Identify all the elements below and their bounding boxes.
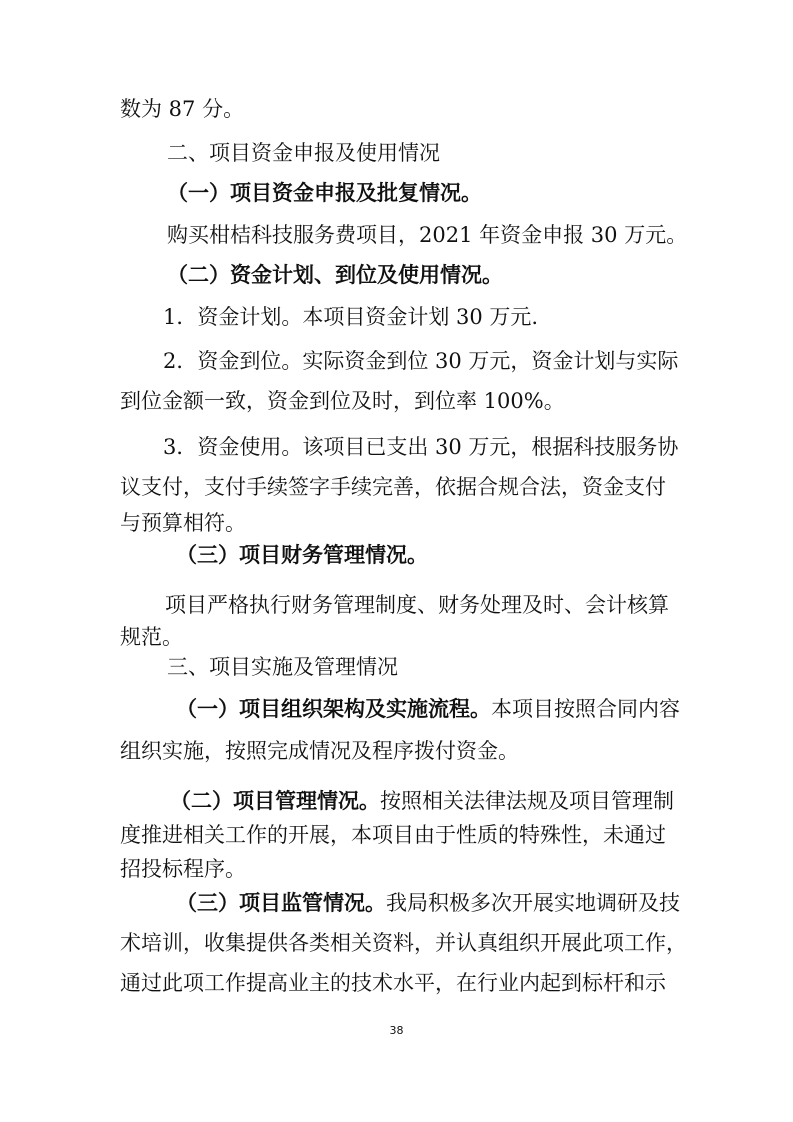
- section-heading: 二、项目资金申报及使用情况: [167, 141, 440, 165]
- paragraph-text: 本项目按照合同内容: [491, 697, 680, 721]
- paragraph-line: 数为 87 分。: [120, 97, 245, 121]
- subsection-heading: （三）项目财务管理情况。: [176, 542, 428, 567]
- list-item: 3．资金使用。该项目已支出 30 万元，根据科技服务协: [163, 435, 679, 459]
- paragraph-lead: （三）项目监管情况。: [176, 890, 386, 915]
- paragraph-line: 通过此项工作提高业主的技术水平，在行业内起到标杆和示: [120, 971, 666, 995]
- list-item: 2．资金到位。实际资金到位 30 万元，资金计划与实际: [163, 349, 679, 373]
- section-heading: 三、项目实施及管理情况: [167, 655, 398, 679]
- paragraph-line: 术培训，收集提供各类相关资料，并认真组织开展此项工作，: [120, 931, 687, 955]
- subsection-heading: （一）项目资金申报及批复情况。: [167, 180, 482, 205]
- paragraph-text: 我局积极多次开展实地调研及技: [386, 891, 680, 915]
- paragraph-line: 规范。: [120, 625, 183, 649]
- paragraph-line: 购买柑桔科技服务费项目，2021 年资金申报 30 万元。: [167, 223, 688, 247]
- paragraph-line: 项目严格执行财务管理制度、财务处理及时、会计核算: [165, 593, 669, 617]
- paragraph-line: 与预算相符。: [120, 511, 246, 535]
- list-item: 1．资金计划。本项目资金计划 30 万元.: [163, 305, 539, 329]
- paragraph-line: [176, 694, 680, 724]
- paragraph-lead: （一）项目组织架构及实施流程。: [176, 696, 491, 721]
- page-number: 38: [389, 1024, 404, 1037]
- paragraph-line: 议支付，支付手续签字手续完善，依据合规合法，资金支付: [120, 475, 666, 499]
- paragraph-line: 组织实施，按照完成情况及程序拨付资金。: [120, 739, 519, 763]
- subsection-heading: （二）资金计划、到位及使用情况。: [167, 262, 503, 287]
- paragraph-line: [176, 888, 680, 918]
- paragraph-lead: （二）项目管理情况。: [170, 788, 380, 813]
- paragraph-line: [170, 786, 674, 816]
- paragraph-line: 到位金额一致，资金到位及时，到位率 100%。: [120, 389, 565, 413]
- paragraph-text: 按照相关法律法规及项目管理制: [380, 789, 674, 813]
- paragraph-line: 度推进相关工作的开展，本项目由于性质的特殊性，未通过: [120, 823, 666, 847]
- paragraph-line: 招投标程序。: [120, 857, 246, 881]
